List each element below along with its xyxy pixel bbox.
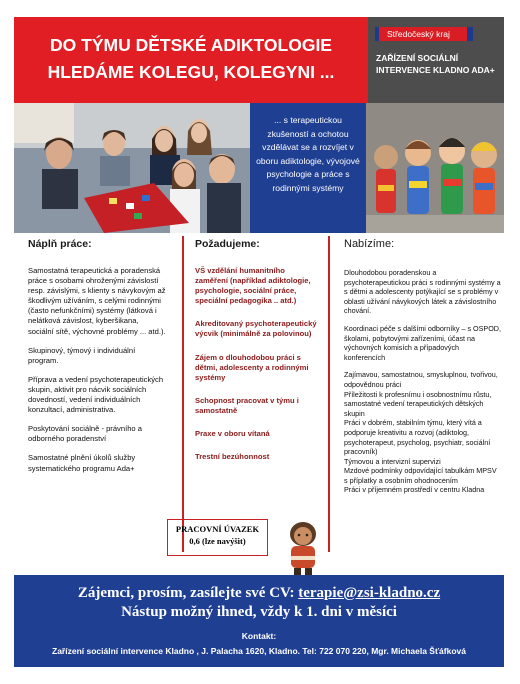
offer-list — [344, 268, 502, 503]
list-item: Praxe v oboru vítaná — [195, 429, 270, 439]
team-photo — [14, 103, 250, 233]
column-divider — [182, 236, 184, 552]
list-item: Samostatné plnění úkolů služby systematického programu Ada+ — [28, 453, 136, 473]
requirements-list — [195, 266, 318, 475]
workload-box — [167, 519, 268, 556]
contact-label: Kontakt: — [241, 631, 277, 641]
list-item: Akreditovaný psychoterapeutický výcvik (minimálně za polovinou) — [195, 319, 317, 339]
list-item: Zajímavou, samostatnou, smysluplnou, tvořivou, odpovědnou práci Příležitosti k profesnímu i osobnostnímu růstu, samostatné vedení terapeutických dětských skupin Práci v dobrém, stabilním týmu, který vítá a podporuje kreativitu a rozvoj (adiktolog, psychoterapeut, psycholog, psychiatr, sociální pracovník) Týmovou a intervizní supervizi Mzdové podmínky odpovídající tabulkám MPSV s příplatky a osobním ohodnocením Práci v příjemném prostředí v centru Kladna — [344, 370, 498, 495]
list-item: VŠ vzdělání humanitního zaměření (například adiktologie, psychologie, sociální práce, speciální pedagogika .. atd.) — [195, 266, 311, 306]
column-divider — [328, 236, 330, 552]
list-item: Dlouhodobou poradenskou a psychoterapeutickou práci s rodinnými systémy a s dětmi a adolescenty potýkající se s problémy v oblasti užívání návykových látek a závislostního chování. — [344, 268, 501, 316]
list-item: Příprava a vedení psychoterapeutických skupin, aktivit pro nácvik sociálních dovedností, vedení individuálních konzultací, administrativa. — [28, 374, 164, 415]
list-item: Skupinový, týmový i individuální program. — [28, 345, 136, 365]
list-item: Trestní bezúhonnost — [195, 452, 270, 462]
list-item: Samostatná terapeutická a poradenská práce s osobami ohroženými závislostí resp. závislými, s klienty s návykovým až škodlivým užíváním, s celými rodinnými (často nefunkčními) systémy (látková i nelátková závislost, kyberšikana, sociální sítě, výchovné problémy ... atd.). — [28, 266, 166, 336]
mascot-figure — [283, 522, 323, 578]
requirements-heading: Požadujeme: — [195, 238, 260, 250]
region-label: Středočeský kraj — [379, 27, 467, 41]
intro-text: ... s terapeutickou zkušeností a ochotou vzdělávat se a rozvíjet v oboru adiktologie, vývojové psychologie a práce s rodinnými systémy — [256, 115, 360, 193]
list-item: Koordinaci péče s dalšími odborníky – s OSPOD, školami, pobytovými zařízeními, účast na výchovných komisích a případových konferencích — [344, 323, 501, 362]
dolls-photo — [366, 103, 504, 233]
duties-list — [28, 266, 166, 483]
start-date-text: Nástup možný ihned, vždy k 1. dni v měsíci — [121, 604, 397, 620]
list-item: Schopnost pracovat v týmu i samostatně — [195, 395, 299, 415]
workload-value: 0,6 (lze navýšit) — [189, 536, 246, 546]
page-title: DO TÝMU DĚTSKÉ ADIKTOLOGIE HLEDÁME KOLEGU, KOLEGYNI ... — [47, 35, 335, 82]
region-flag — [375, 27, 467, 41]
list-item: Poskytování sociálně - právního a odborného poradenství — [28, 424, 142, 444]
contact-text: Zařízení sociální intervence Kladno , J. Palacha 1620, Kladno. Tel: 722 070 220, Mgr. Michaela Šťáfková — [52, 646, 466, 656]
organization-name: ZAŘÍZENÍ SOCIÁLNÍ INTERVENCE KLADNO ADA+ — [376, 53, 495, 75]
workload-label: PRACOVNÍ ÚVAZEK — [175, 524, 260, 534]
duties-heading: Náplň práce: — [28, 238, 92, 250]
cta-text: Zájemci, prosím, zasílejte své CV: — [77, 585, 295, 601]
list-item: Zájem o dlouhodobou práci s dětmi, adolescenty a rodinnými systémy — [195, 352, 309, 382]
region-flag-blue — [467, 27, 473, 41]
offer-heading: Nabízíme: — [344, 238, 395, 250]
email-link[interactable]: terapie@zsi-kladno.cz — [298, 585, 441, 601]
cta-line — [14, 585, 504, 602]
